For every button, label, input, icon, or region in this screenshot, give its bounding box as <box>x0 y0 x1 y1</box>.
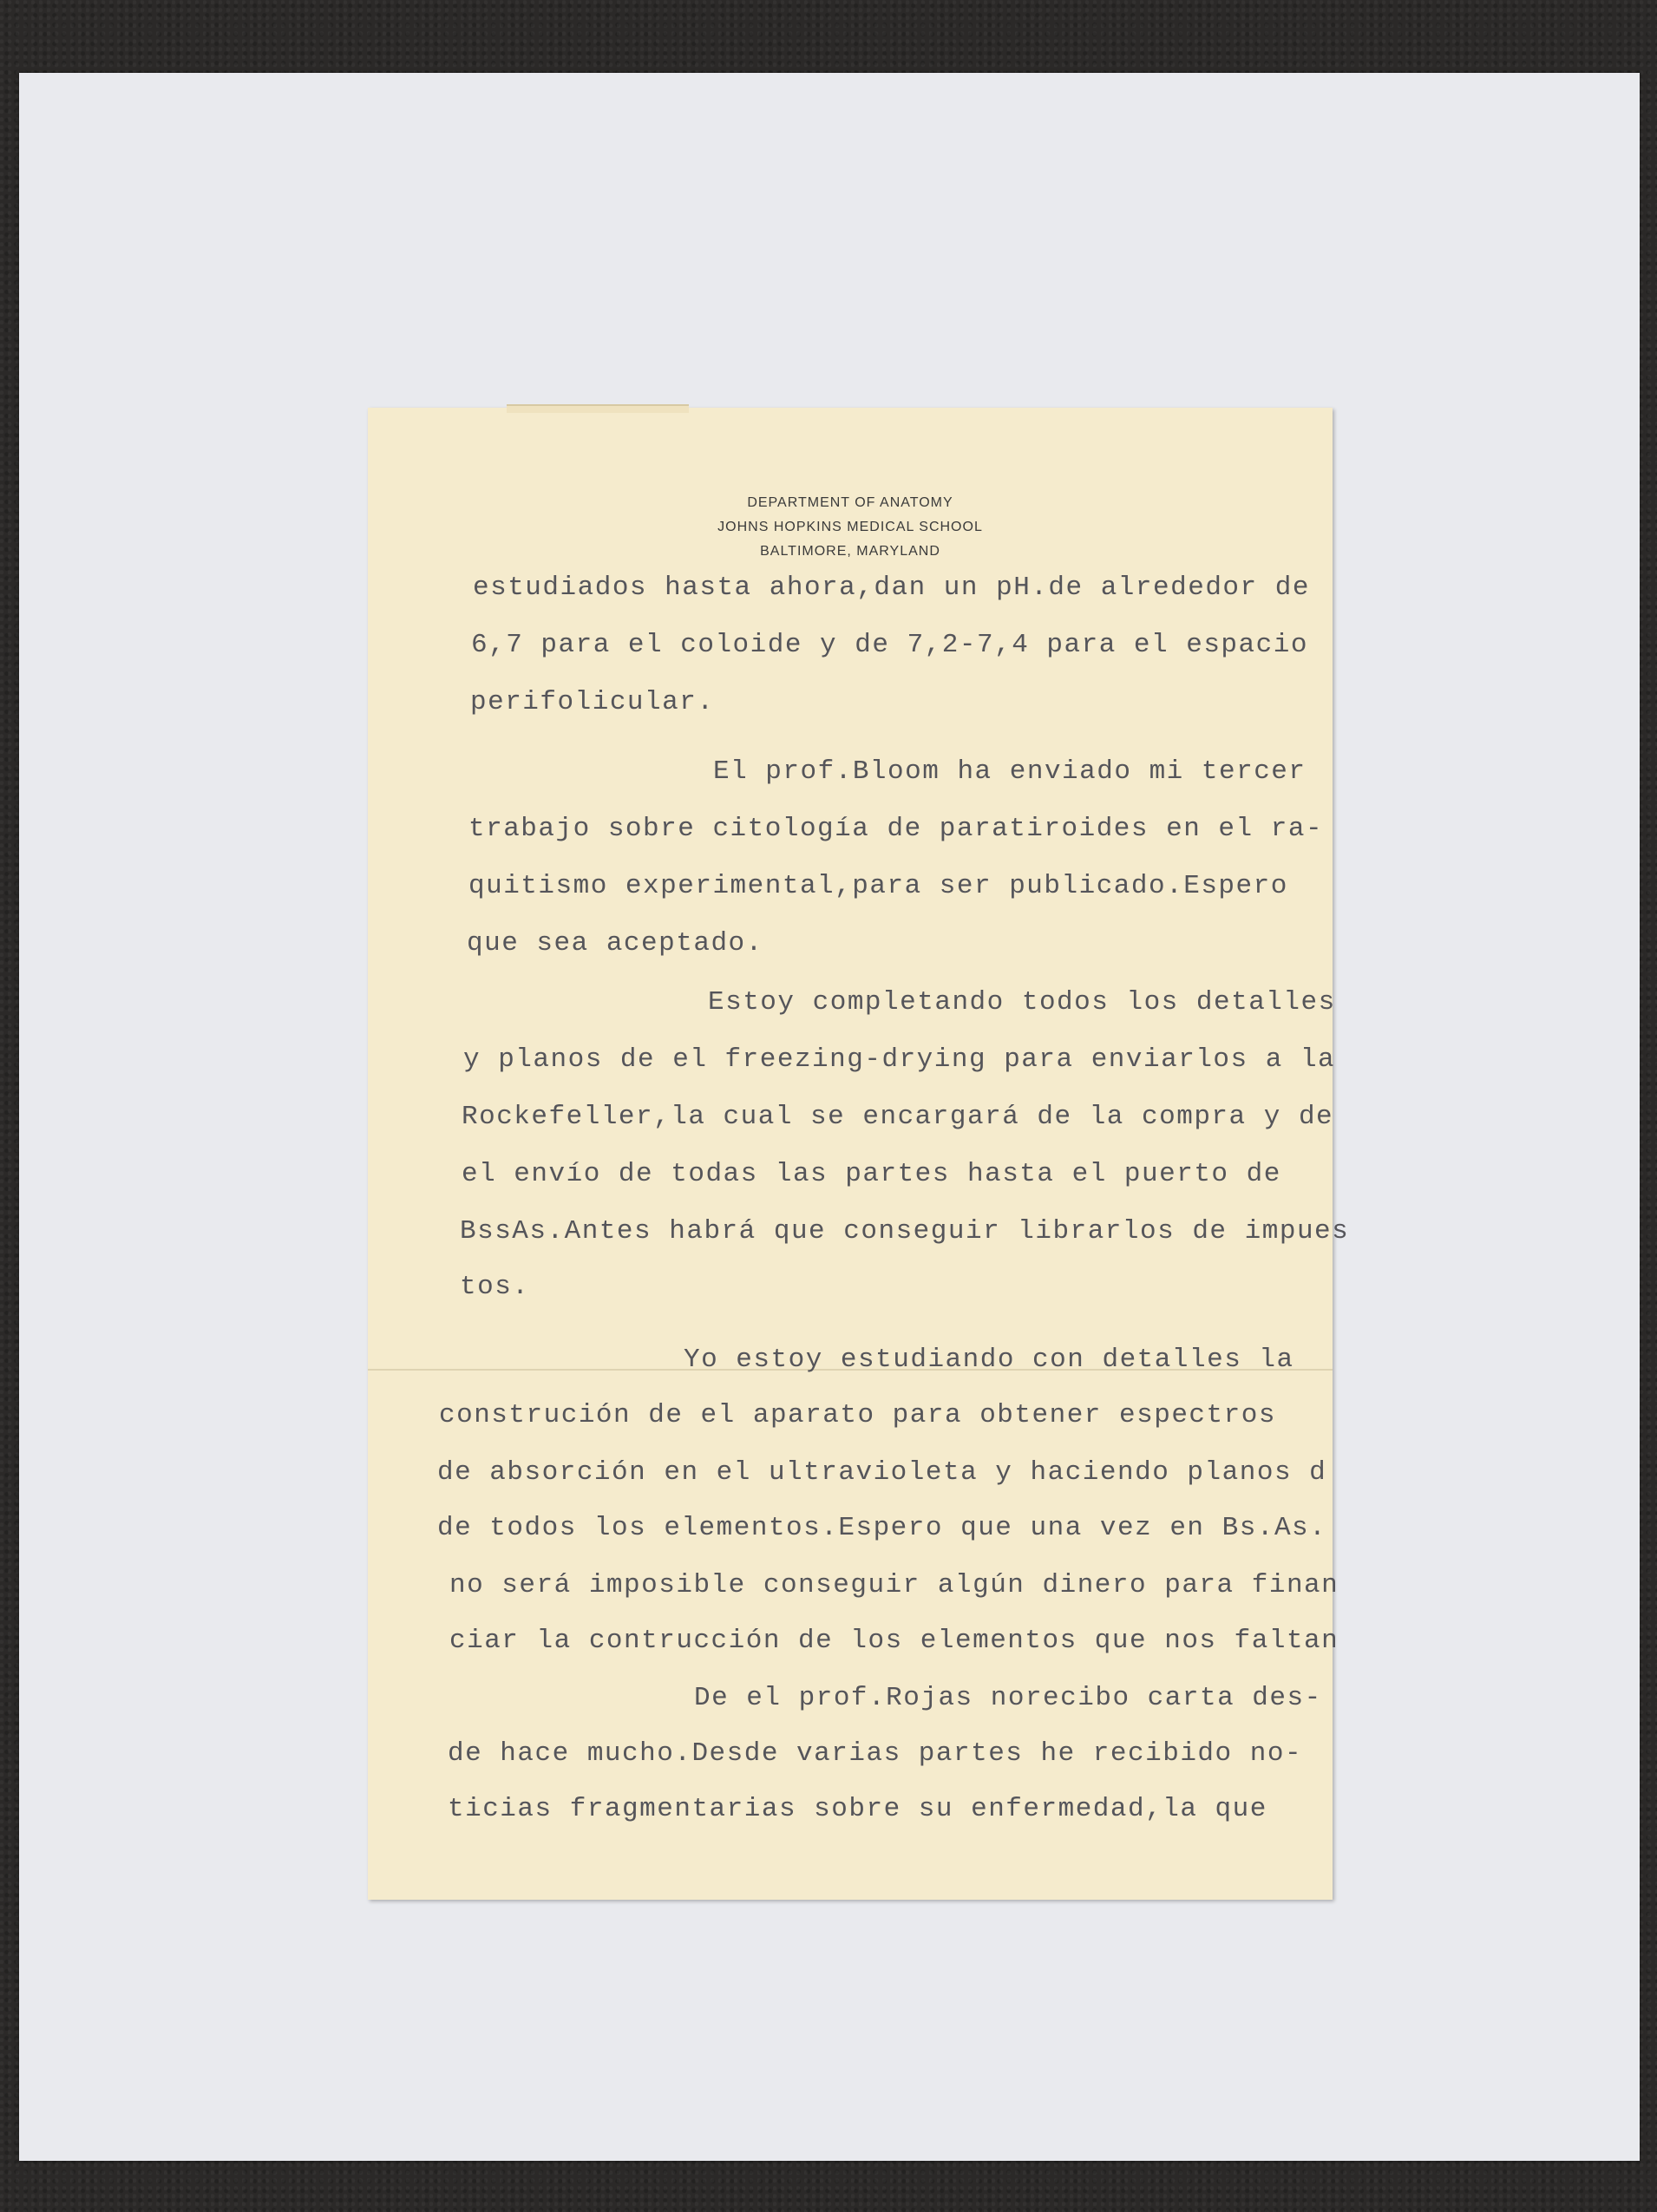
letter-page <box>368 408 1350 1900</box>
body-line: ticias fragmentarias sobre su enfermedad,la que <box>448 1794 1267 1824</box>
body-line: que sea aceptado. <box>467 928 763 959</box>
body-line: estudiados hasta ahora,dan un pH.de alrededor de <box>473 573 1310 603</box>
body-line: Estoy completando todos los detalles <box>708 987 1336 1018</box>
body-line: de hace mucho.Desde varias partes he recibido no- <box>448 1738 1303 1769</box>
body-line: el envío de todas las partes hasta el puerto de <box>462 1159 1281 1189</box>
body-line: quitismo experimental,para ser publicado.Espero <box>468 871 1288 901</box>
body-line: De el prof.Rojas norecibo carta des- <box>694 1683 1322 1713</box>
body-line: de absorción en el ultravioleta y haciendo planos d <box>437 1457 1327 1488</box>
body-line: Yo estoy estudiando con detalles la <box>684 1345 1294 1375</box>
letterhead-city: BALTIMORE, MARYLAND <box>760 544 940 559</box>
letterhead-department: DEPARTMENT OF ANATOMY <box>747 495 953 510</box>
mounting-board <box>19 73 1640 2161</box>
body-line: 6,7 para el coloide y de 7,2-7,4 para el espacio <box>471 630 1308 660</box>
body-line: construción de el aparato para obtener espectros <box>439 1400 1276 1430</box>
body-line: perifolicular. <box>470 687 715 717</box>
body-line: tos. <box>460 1272 530 1302</box>
body-line: no será imposible conseguir algún dinero para finan <box>449 1570 1339 1600</box>
body-line: trabajo sobre citología de paratiroides en el ra- <box>468 814 1324 844</box>
body-line: ciar la contrucción de los elementos que nos faltan <box>449 1626 1339 1656</box>
torn-edge <box>507 404 689 413</box>
body-line: y planos de el freezing-drying para enviarlos a la <box>463 1044 1336 1075</box>
body-line: El prof.Bloom ha enviado mi tercer <box>713 756 1307 787</box>
letterhead <box>368 491 1333 564</box>
body-line: BssAs.Antes habrá que conseguir librarlos de impues <box>460 1216 1350 1247</box>
letterhead-school: JOHNS HOPKINS MEDICAL SCHOOL <box>717 520 983 534</box>
body-line: de todos los elementos.Espero que una vez en Bs.As. <box>437 1513 1327 1543</box>
body-line: Rockefeller,la cual se encargará de la compra y de <box>462 1102 1334 1132</box>
